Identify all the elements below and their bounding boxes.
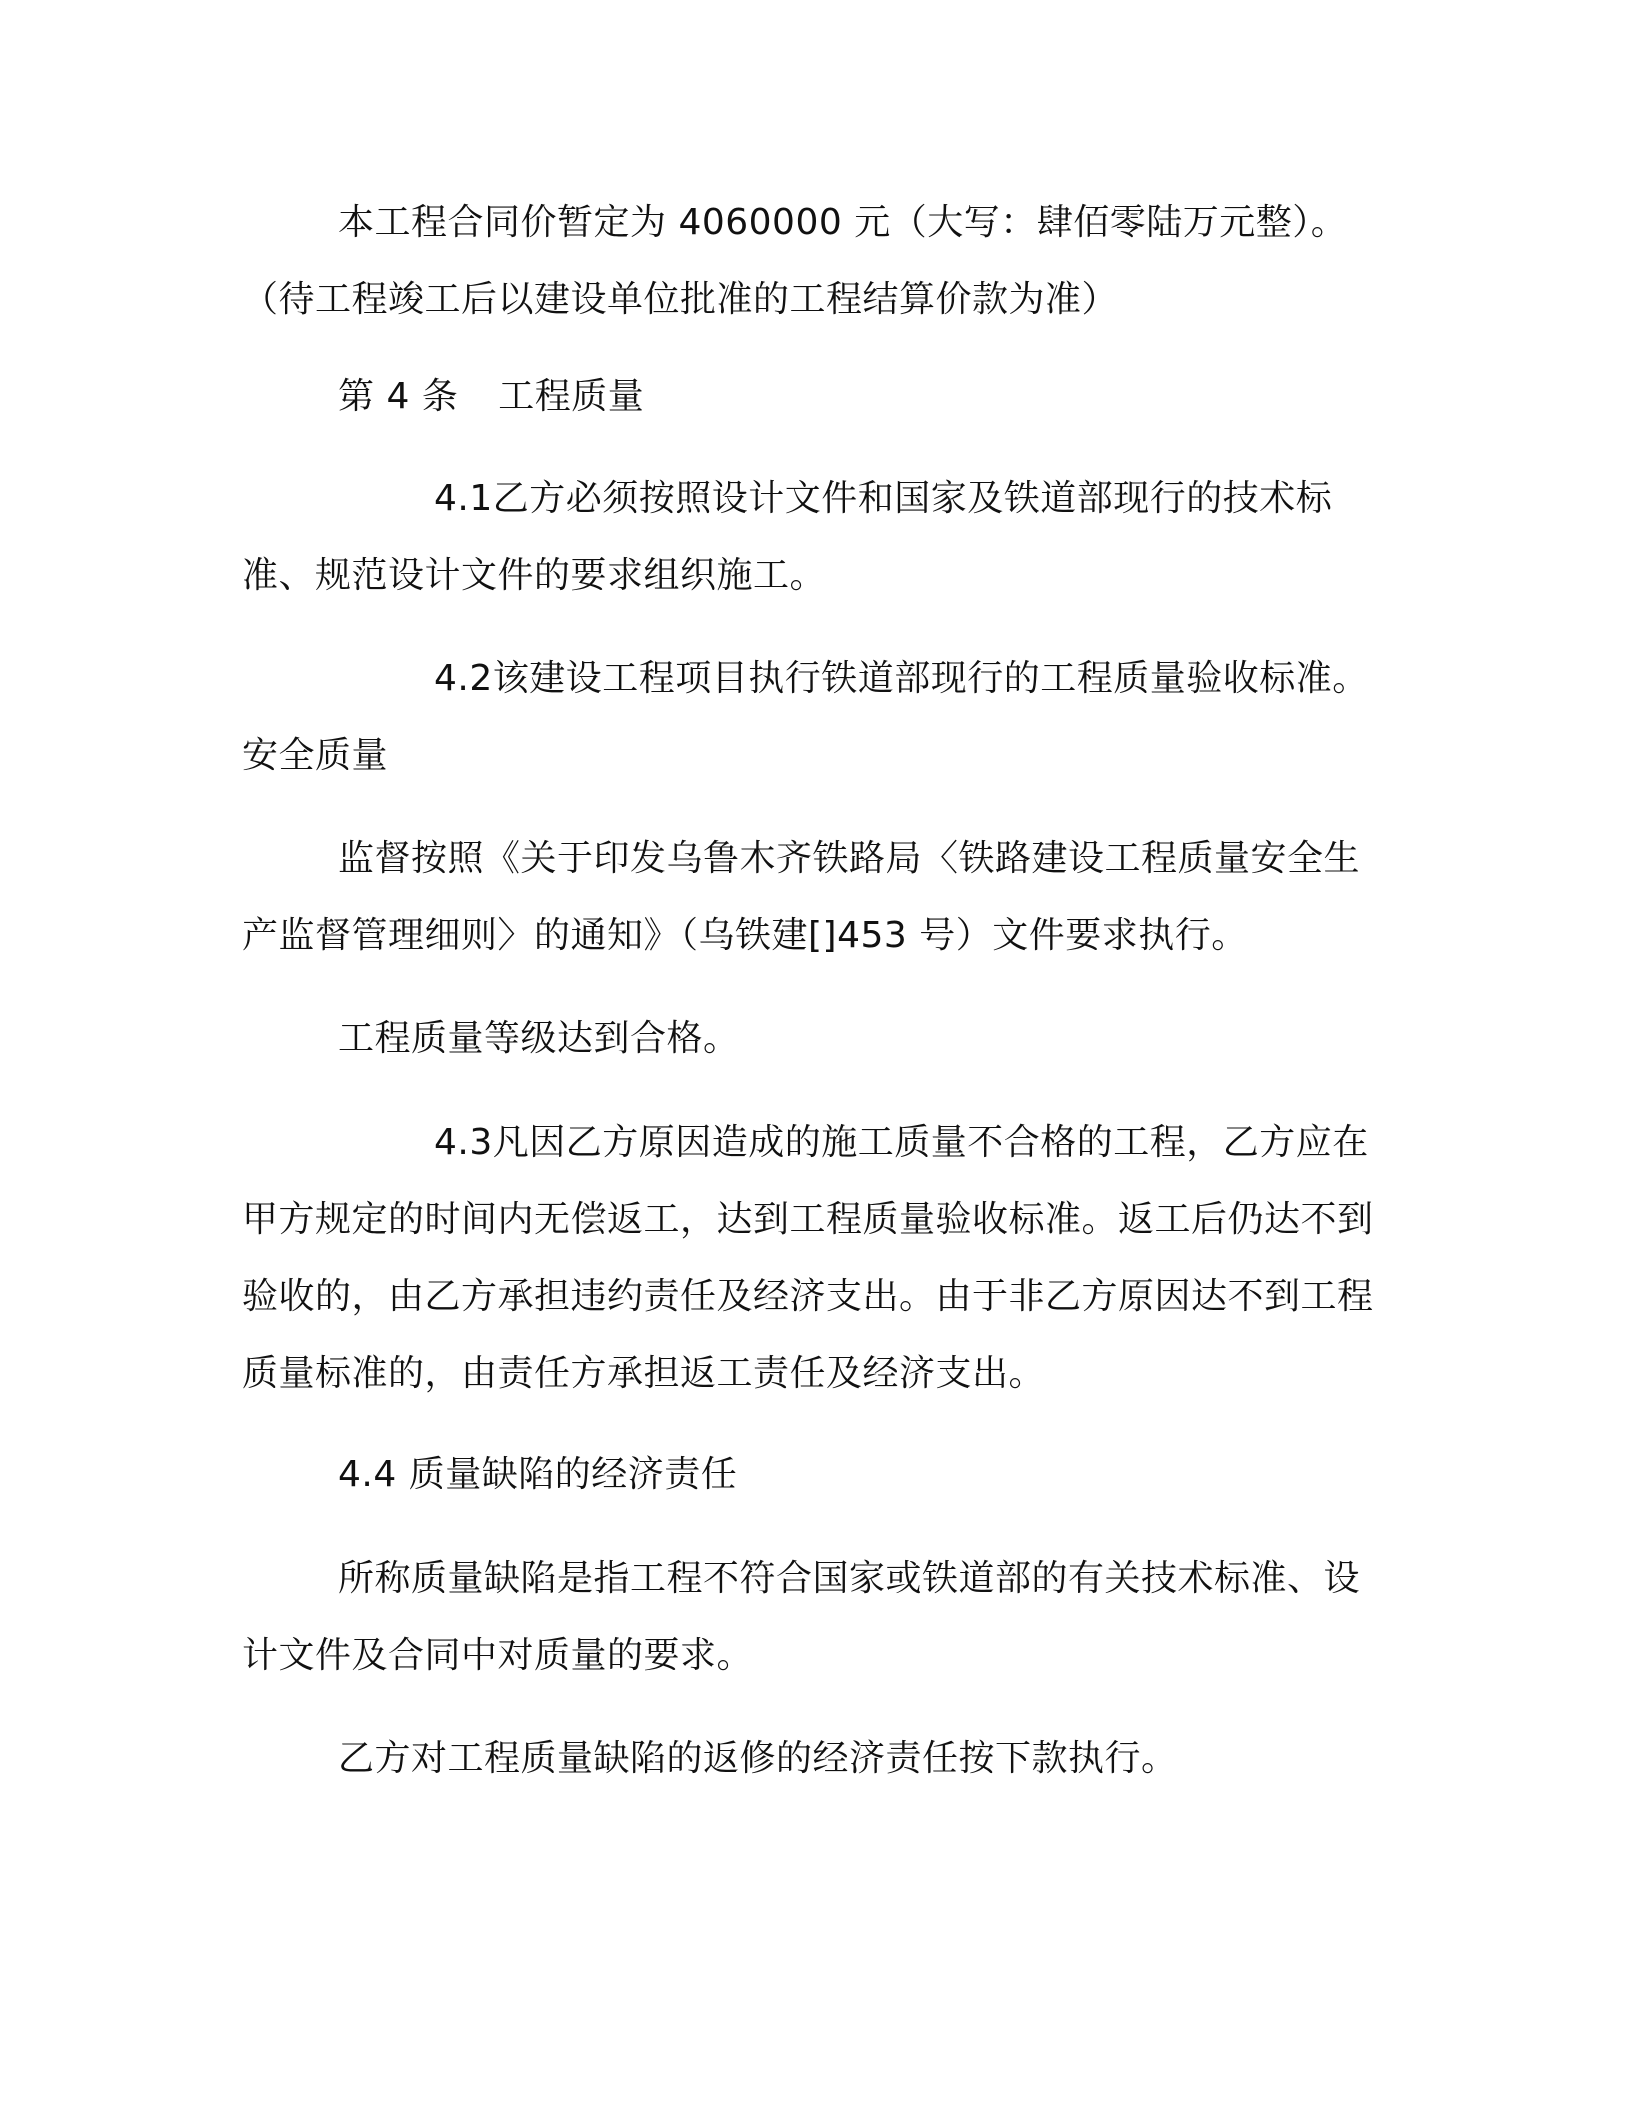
repair-responsibility-text: 乙方对工程质量缺陷的返修的经济责任按下款执行。 bbox=[338, 1738, 1178, 1779]
quality-defect-definition bbox=[242, 1540, 1392, 1694]
quality-defect-definition-text: 所称质量缺陷是指工程不符合国家或铁道部的有关技术标准、设计文件及合同中对质量的要求。 bbox=[242, 1558, 1361, 1676]
clause-text: 乙方必须按照设计文件和国家及铁道部现行的技术标准、规范设计文件的要求组织施工。 bbox=[242, 478, 1333, 596]
clause-number: 4.2 bbox=[434, 658, 493, 699]
article-title: 工程质量 bbox=[498, 376, 645, 417]
quality-grade-text: 工程质量等级达到合格。 bbox=[338, 1018, 740, 1059]
clause-4-4-heading bbox=[242, 1436, 1392, 1513]
supervision-paragraph bbox=[242, 820, 1392, 974]
quality-grade-paragraph bbox=[242, 1000, 1392, 1077]
contract-price-paragraph bbox=[242, 184, 1392, 338]
supervision-text: 监督按照《关于印发乌鲁木齐铁路局〈铁路建设工程质量安全生产监督管理细则〉的通知》（乌铁建[]453 号）文件要求执行。 bbox=[242, 838, 1361, 956]
repair-responsibility-paragraph bbox=[242, 1720, 1392, 1797]
clause-number: 4.3 bbox=[434, 1122, 493, 1163]
clause-number: 4.1 bbox=[434, 478, 493, 519]
clause-4-2 bbox=[242, 640, 1392, 794]
article-number: 第 4 条 bbox=[338, 376, 459, 417]
clause-text: 凡因乙方原因造成的施工质量不合格的工程，乙方应在甲方规定的时间内无偿返工，达到工程质量验收标准。返工后仍达不到验收的，由乙方承担违约责任及经济支出。由于非乙方原因达不到工程质量标准的，由责任方承担返工责任及经济支出。 bbox=[242, 1122, 1374, 1394]
article-4-heading bbox=[242, 358, 1392, 435]
contract-price-text: 本工程合同价暂定为 4060000 元（大写：肆佰零陆万元整）。（待工程竣工后以建设单位批准的工程结算价款为准） bbox=[242, 202, 1348, 320]
clause-heading-text: 4.4 质量缺陷的经济责任 bbox=[338, 1454, 738, 1495]
clause-4-1 bbox=[242, 460, 1392, 614]
clause-text: 该建设工程项目执行铁道部现行的工程质量验收标准。安全质量 bbox=[242, 658, 1369, 776]
clause-4-3 bbox=[242, 1104, 1392, 1412]
